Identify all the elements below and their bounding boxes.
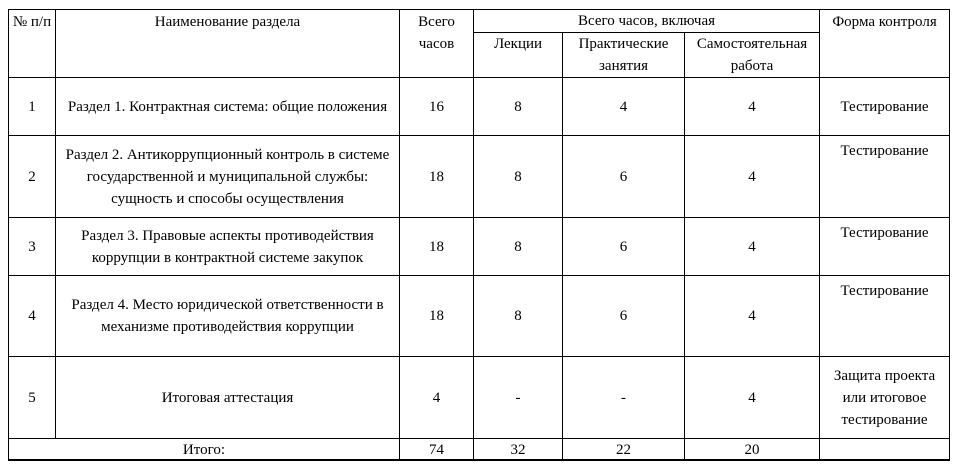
header-self-study: Самостоятельная работа: [685, 33, 820, 78]
totals-control-form: [820, 439, 950, 461]
header-lectures: Лекции: [474, 33, 563, 78]
row-lectures: 8: [474, 78, 563, 136]
row-section-name: Раздел 2. Антикоррупционный контроль в системе государственной и муниципальной службы: сущность и способы осуществления: [56, 136, 400, 218]
header-hours-including: Всего часов, включая: [474, 10, 820, 33]
row-num: 5: [9, 357, 56, 439]
header-num: № п/п: [9, 10, 56, 78]
table-row: [9, 357, 950, 439]
row-lectures: 8: [474, 218, 563, 276]
row-self-study: 4: [685, 218, 820, 276]
totals-self-study: 20: [685, 439, 820, 461]
table-row: [9, 136, 950, 218]
row-self-study: 4: [685, 136, 820, 218]
row-num: 2: [9, 136, 56, 218]
row-practical: 6: [563, 276, 685, 357]
row-total-hours: 18: [400, 136, 474, 218]
row-control-form: Защита проекта или итоговое тестирование: [820, 357, 950, 439]
totals-row: [9, 439, 950, 461]
header-section-name: Наименование раздела: [56, 10, 400, 78]
table-header-row: [9, 10, 950, 33]
row-section-name: Раздел 3. Правовые аспекты противодействия коррупции в контрактной системе закупок: [56, 218, 400, 276]
row-control-form: Тестирование: [820, 78, 950, 136]
header-practical: Практические занятия: [563, 33, 685, 78]
row-section-name: Итоговая аттестация: [56, 357, 400, 439]
row-lectures: 8: [474, 276, 563, 357]
row-total-hours: 18: [400, 276, 474, 357]
row-control-form: Тестирование: [820, 136, 950, 218]
curriculum-table: [8, 9, 950, 461]
row-total-hours: 16: [400, 78, 474, 136]
row-total-hours: 4: [400, 357, 474, 439]
totals-label: Итого:: [9, 439, 400, 461]
bottom-rule: [8, 459, 949, 461]
row-num: 3: [9, 218, 56, 276]
header-total-hours: Всего часов: [400, 10, 474, 78]
totals-practical: 22: [563, 439, 685, 461]
table-row: [9, 276, 950, 357]
row-section-name: Раздел 4. Место юридической ответственности в механизме противодействия коррупции: [56, 276, 400, 357]
row-control-form: Тестирование: [820, 276, 950, 357]
row-self-study: 4: [685, 276, 820, 357]
row-practical: 6: [563, 218, 685, 276]
totals-lectures: 32: [474, 439, 563, 461]
row-num: 1: [9, 78, 56, 136]
totals-total-hours: 74: [400, 439, 474, 461]
row-self-study: 4: [685, 357, 820, 439]
table-row: [9, 218, 950, 276]
row-practical: 6: [563, 136, 685, 218]
row-practical: 4: [563, 78, 685, 136]
row-section-name: Раздел 1. Контрактная система: общие положения: [56, 78, 400, 136]
row-lectures: 8: [474, 136, 563, 218]
table-row: [9, 78, 950, 136]
row-self-study: 4: [685, 78, 820, 136]
row-lectures: -: [474, 357, 563, 439]
header-control-form: Форма контроля: [820, 10, 950, 78]
row-num: 4: [9, 276, 56, 357]
row-control-form: Тестирование: [820, 218, 950, 276]
row-practical: -: [563, 357, 685, 439]
row-total-hours: 18: [400, 218, 474, 276]
